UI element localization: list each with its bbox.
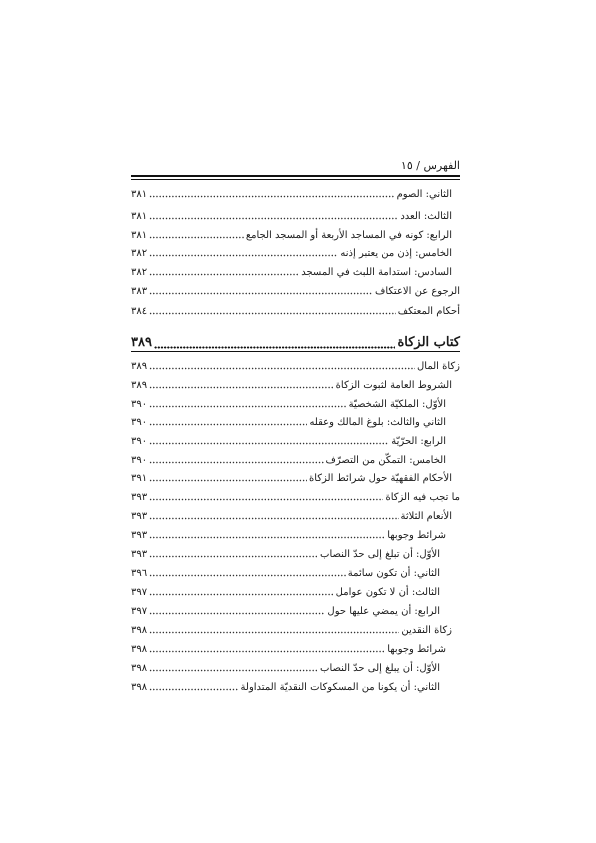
toc-entry	[131, 355, 460, 373]
dot-leader	[149, 306, 396, 315]
toc-entry	[131, 411, 460, 429]
dot-leader	[149, 644, 385, 653]
toc-entry	[131, 183, 460, 201]
toc-entry-page-number: ٣٨١	[131, 230, 148, 241]
toc-entry	[131, 505, 460, 523]
dot-leader	[149, 286, 373, 295]
toc-entry	[131, 261, 460, 279]
dot-leader	[149, 380, 334, 389]
toc-entry-page-number: ٣٨٩	[131, 335, 152, 350]
toc-entry-page-number: ٣٩٦	[131, 568, 148, 579]
toc-entry-title: زكاة المال	[417, 361, 460, 372]
toc-entry-page-number: ٣٩٨	[131, 625, 148, 636]
toc-entry	[131, 562, 460, 580]
toc-entry-page-number: ٣٨٩	[131, 361, 148, 372]
toc-entry-page-number: ٣٨٩	[131, 380, 148, 391]
dot-leader	[149, 211, 398, 220]
toc-entry-title: الرابع: الحرّيّة	[391, 436, 446, 447]
toc-entry-title: الرابع: كونه في المساجد الأربعة أو المسجد الجامع	[245, 230, 452, 241]
toc-entry-title: الرجوع عن الاعتكاف	[375, 286, 460, 297]
toc-entry	[131, 524, 460, 542]
dot-leader	[149, 625, 399, 634]
toc-entry-title: شرائط وجوبها	[387, 530, 446, 541]
dot-leader	[149, 530, 385, 539]
toc-chapter-entry	[131, 330, 460, 352]
toc-entry-page-number: ٣٨١	[131, 189, 148, 200]
dot-leader	[149, 455, 323, 464]
dot-leader	[149, 511, 398, 520]
toc-entry-title: الشروط العامة لثبوت الزكاة	[335, 380, 452, 391]
toc-entry-title: الخامس: التمكّن من التصرّف	[325, 455, 446, 466]
dot-leader	[149, 568, 346, 577]
dot-leader	[154, 339, 396, 349]
toc-entry	[131, 581, 460, 599]
toc-entry	[131, 430, 460, 448]
toc-entry-page-number: ٣٩٨	[131, 644, 148, 655]
toc-entry-title: كتاب الزكاة	[397, 335, 460, 350]
toc-entry-page-number: ٣٩٠	[131, 399, 148, 410]
dot-leader	[149, 587, 334, 596]
toc-entry	[131, 393, 460, 411]
toc-entry-title: الأنعام الثلاثة	[400, 511, 452, 522]
dot-leader	[149, 492, 383, 501]
toc-entry-title: الأوّل: أن تبلغ إلى حدّ النصاب	[320, 549, 440, 560]
toc-entry-title: الثاني والثالث: بلوغ المالك وعقله	[309, 417, 446, 428]
toc-entry	[131, 205, 460, 223]
toc-entry-page-number: ٣٩١	[131, 473, 148, 484]
page-header: الفهرس / ١٥	[400, 159, 460, 172]
toc-entry	[131, 676, 460, 694]
dot-leader	[149, 399, 347, 408]
toc-entry	[131, 374, 460, 392]
dot-leader	[149, 248, 338, 257]
toc-entry-page-number: ٣٩٣	[131, 492, 148, 503]
toc-entry-title: الثاني: أن تكون سائمة	[347, 568, 440, 579]
toc-entry-title: الأوّل: أن يبلغ إلى حدّ النصاب	[320, 663, 440, 674]
toc-entry-title: السادس: استدامة اللبث في المسجد	[301, 267, 452, 278]
toc-entry-page-number: ٣٩٨	[131, 682, 148, 693]
toc-entry-title: الأوّل: الملكيّة الشخصيّة	[348, 399, 446, 410]
toc-entry-title: الثالث: العدد	[400, 211, 452, 222]
dot-leader	[149, 682, 238, 691]
dot-leader	[149, 606, 325, 615]
toc-entry-title: الثاني: الصوم	[396, 189, 452, 200]
toc-entry-title: الثالث: أن لا تكون عوامل	[335, 587, 440, 598]
toc-entry	[131, 600, 460, 618]
toc-entry	[131, 619, 460, 637]
dot-leader	[149, 267, 299, 276]
toc-entry-page-number: ٣٨١	[131, 211, 148, 222]
toc-entry	[131, 638, 460, 656]
dot-leader	[149, 473, 307, 482]
toc-entry-title: زكاة النقدين	[401, 625, 452, 636]
toc-entry	[131, 449, 460, 467]
toc-entry-page-number: ٣٩٨	[131, 663, 148, 674]
dot-leader	[149, 230, 244, 239]
dot-leader	[149, 436, 389, 445]
dot-leader	[149, 549, 318, 558]
toc-entry-page-number: ٣٩٠	[131, 417, 148, 428]
toc-entry-page-number: ٣٩٠	[131, 455, 148, 466]
toc-entry-title: شرائط وجوبها	[387, 644, 446, 655]
dot-leader	[149, 189, 394, 198]
toc-entry-title: ما تجب فيه الزكاة	[385, 492, 460, 503]
toc-entry	[131, 543, 460, 561]
toc-entry-title: أحكام المعتكف	[397, 306, 460, 317]
header-rule-thick	[131, 175, 460, 177]
toc-entry-page-number: ٣٩٣	[131, 511, 148, 522]
toc-entry-title: الثاني: أن يكونا من المسكوكات النقديّة المتداولة	[240, 682, 440, 693]
toc-entry-page-number: ٣٩٧	[131, 587, 148, 598]
toc-entry-page-number: ٣٨٢	[131, 267, 148, 278]
toc-entry-title: الرابع: أن يمضي عليها حول	[327, 606, 440, 617]
toc-entry-title: الأحكام الفقهيّة حول شرائط الزكاة	[308, 473, 452, 484]
toc-entry	[131, 224, 460, 242]
toc-entry-page-number: ٣٩٠	[131, 436, 148, 447]
toc-entry	[131, 486, 460, 504]
header-rule-thin	[131, 179, 460, 180]
dot-leader	[149, 361, 415, 370]
dot-leader	[149, 417, 307, 426]
toc-entry-page-number: ٣٩٧	[131, 606, 148, 617]
toc-entry	[131, 657, 460, 675]
toc-entry-page-number: ٣٨٤	[131, 306, 148, 317]
toc-entry	[131, 242, 460, 260]
toc-entry-page-number: ٣٩٣	[131, 549, 148, 560]
toc-entry-page-number: ٣٩٣	[131, 530, 148, 541]
toc-entry	[131, 467, 460, 485]
toc-entry	[131, 280, 460, 298]
toc-entry	[131, 300, 460, 318]
dot-leader	[149, 663, 318, 672]
toc-entry-page-number: ٣٨٢	[131, 248, 148, 259]
toc-entry-title: الخامس: إذن من يعتبر إذنه	[340, 248, 452, 259]
toc-entry-page-number: ٣٨٣	[131, 286, 148, 297]
